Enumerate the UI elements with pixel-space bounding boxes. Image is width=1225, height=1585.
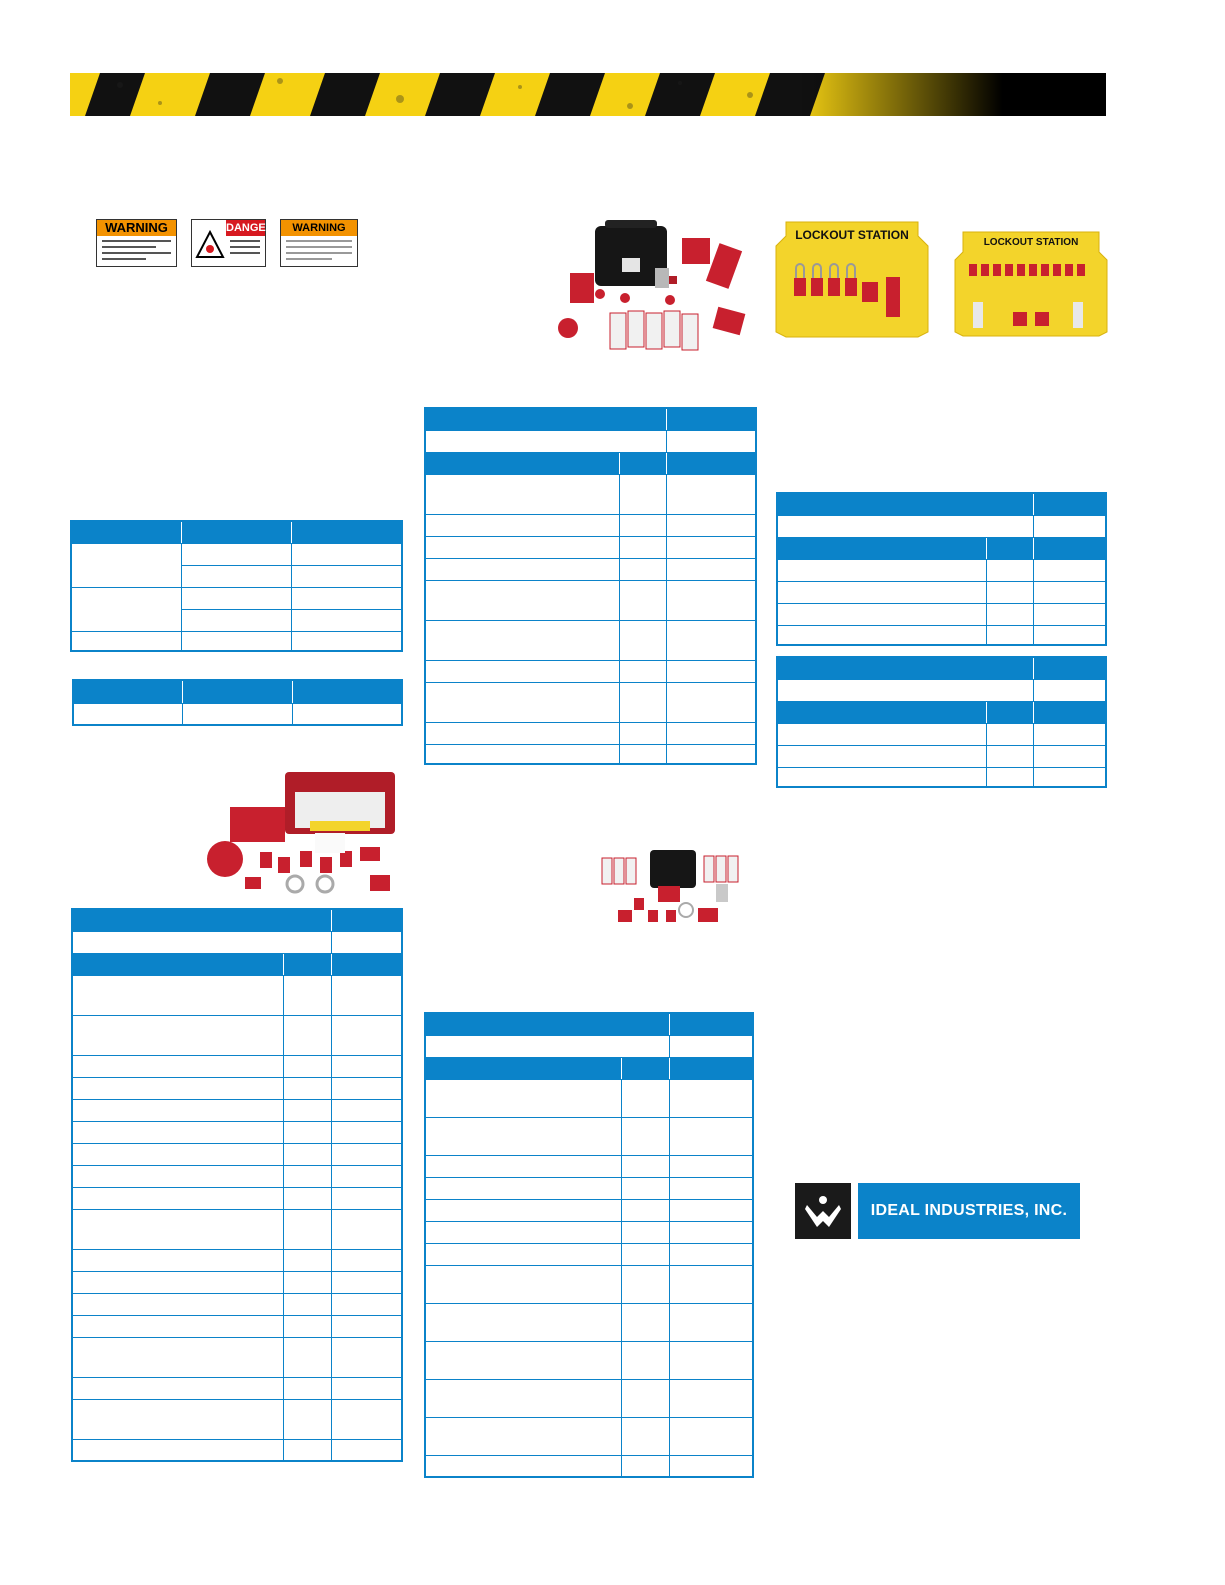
spec-table-b	[72, 679, 403, 726]
toolbox-lockout-kit-image	[200, 767, 400, 900]
warning-label-heading: WARNING	[281, 220, 357, 236]
lockout-station-large-title: LOCKOUT STATION	[983, 237, 1079, 248]
danger-label-heading: DANGER	[226, 222, 274, 234]
lockout-station-small-title: LOCKOUT STATION	[795, 228, 909, 242]
spec-table-c	[71, 908, 403, 1462]
ideal-logo-text: IDEAL INDUSTRIES, INC.	[858, 1183, 1080, 1239]
warning-label-1	[96, 219, 177, 267]
pouch-lockout-kit-image	[550, 218, 750, 358]
danger-label	[191, 219, 274, 267]
spec-table-e	[424, 1012, 754, 1478]
small-pouch-lockout-kit-image	[598, 848, 748, 930]
warning-label-2	[280, 219, 358, 267]
hazard-stripe-banner	[70, 73, 1106, 116]
spec-table-f	[776, 492, 1107, 646]
arc-flash-hazard-icon	[195, 230, 225, 260]
spec-table-d	[424, 407, 757, 765]
warning-label-heading: WARNING	[97, 220, 176, 236]
spec-table-a	[70, 520, 403, 652]
spec-table-g	[776, 656, 1107, 788]
ideal-logo-icon	[795, 1183, 851, 1239]
